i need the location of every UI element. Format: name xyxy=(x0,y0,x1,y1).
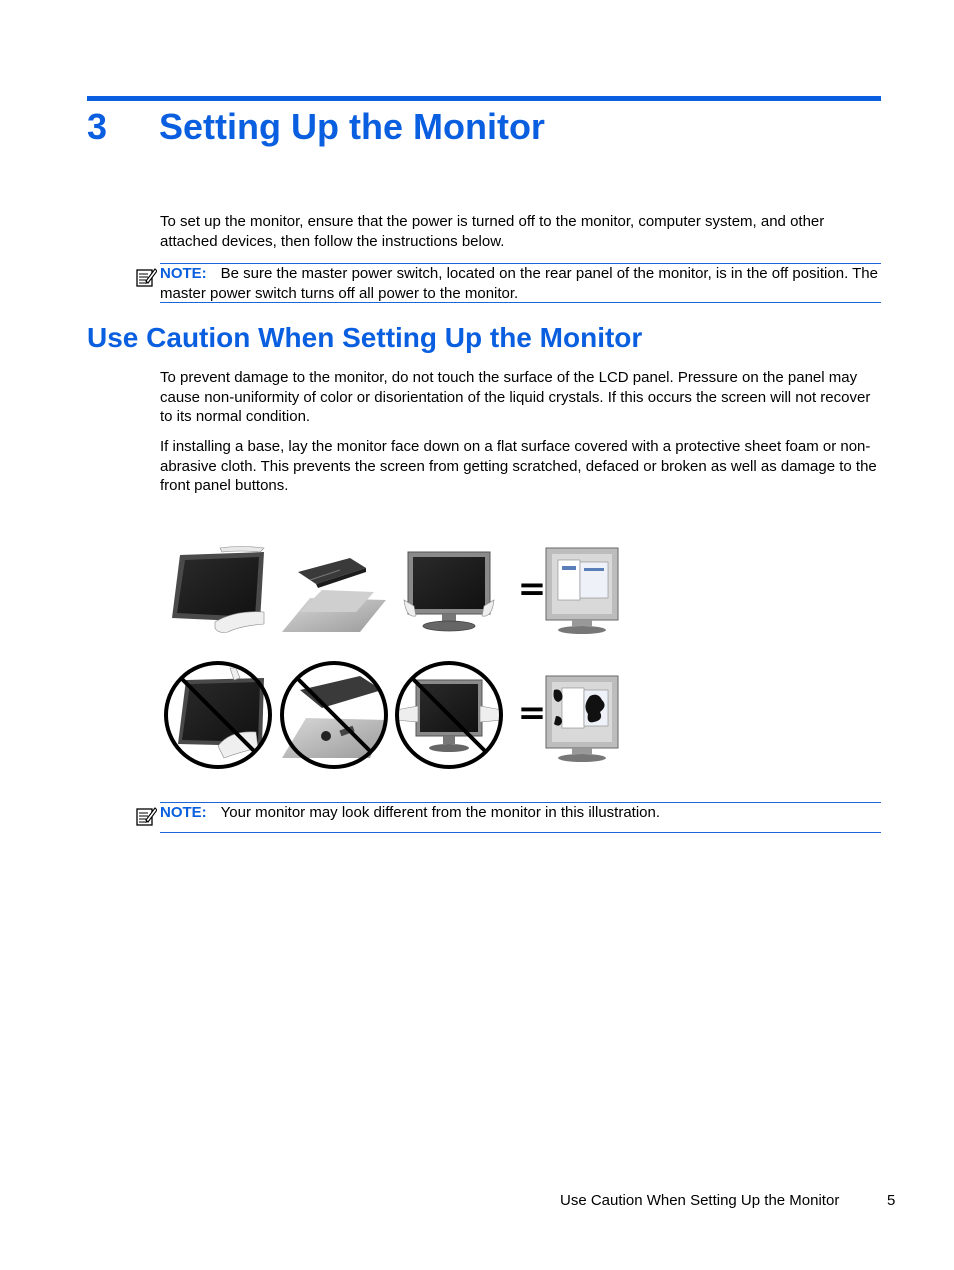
chapter-rule xyxy=(87,96,881,101)
hold-by-edges-image xyxy=(172,547,264,633)
section-paragraph-1: To prevent damage to the monitor, do not touch the surface of the LCD panel. Pressure on the panel may cause non-uniformity of color or disorientation of the liquid crystals. If this occurs the screen will not recover to its normal condition. xyxy=(160,369,871,425)
footer-section-title: Use Caution When Setting Up the Monitor xyxy=(560,1192,840,1209)
equals-sign-bottom: = xyxy=(517,693,547,733)
footer-page-number: 5 xyxy=(887,1192,896,1209)
section-paragraph-2: If installing a base, lay the monitor face down on a flat surface covered with a protective sheet foam or non-abrasive cloth. This prevents the screen from getting scratched, defaced or broken as well as damage to the front panel buttons. xyxy=(160,438,877,494)
damaged-screen-result-image xyxy=(546,676,618,762)
equals-sign-top: = xyxy=(517,569,547,609)
face-down-on-cloth-image xyxy=(282,558,386,632)
no-squeeze-sides-image xyxy=(396,663,502,767)
note-pencil-icon xyxy=(135,805,157,827)
note-box xyxy=(160,263,881,303)
note-label: NOTE: xyxy=(160,804,207,821)
note-pencil-icon xyxy=(135,266,157,288)
chapter-number: 3 xyxy=(87,106,108,147)
good-screen-result-image xyxy=(546,548,618,634)
no-face-down-on-debris-image xyxy=(282,663,386,767)
intro-paragraph: To set up the monitor, ensure that the power is turned off to the monitor, computer system, and other attached devices, then follow the instructions below. xyxy=(160,213,825,250)
chapter-title-text: Setting Up the Monitor xyxy=(159,106,545,147)
note-text: Be sure the master power switch, located on the rear panel of the monitor, is in the off position. The master power switch turns off all power to the monitor. xyxy=(160,265,878,302)
no-press-screen-image xyxy=(166,663,270,767)
monitor-front-image xyxy=(404,552,494,631)
note-label: NOTE: xyxy=(160,265,207,282)
note-box-2 xyxy=(160,802,881,833)
section-title: Use Caution When Setting Up the Monitor xyxy=(87,322,643,353)
monitor-handling-illustration xyxy=(160,540,630,775)
chapter-title xyxy=(87,106,545,148)
note-text: Your monitor may look different from the monitor in this illustration. xyxy=(220,804,661,821)
